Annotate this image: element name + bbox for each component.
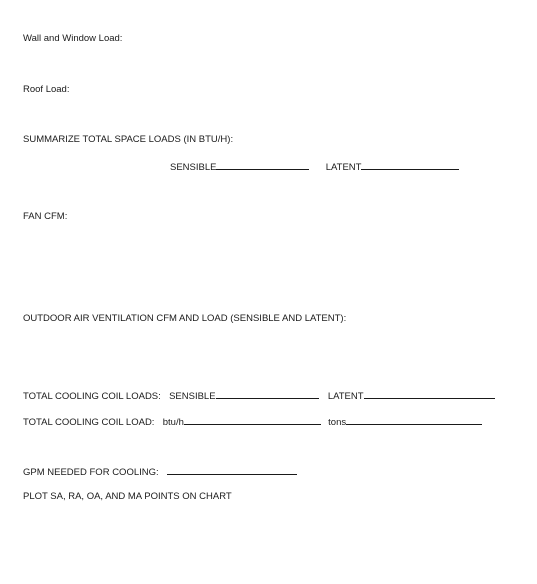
outdoor-air-ventilation-label: OUTDOOR AIR VENTILATION CFM AND LOAD (SENSIBLE AND LATENT): xyxy=(23,313,347,324)
btuh-label: btu/h xyxy=(162,417,184,428)
space-sensible-blank[interactable] xyxy=(216,160,309,170)
fan-cfm-label: FAN CFM: xyxy=(23,211,68,222)
space-sensible-label: SENSIBLE xyxy=(170,162,217,173)
wall-window-load-label: Wall and Window Load: xyxy=(23,33,123,44)
coil-sensible-blank[interactable] xyxy=(216,389,319,399)
space-latent-blank[interactable] xyxy=(361,160,459,170)
roof-load-label: Roof Load: xyxy=(23,84,70,95)
coil-latent-label: LATENT xyxy=(327,391,364,402)
coil-load-label: TOTAL COOLING COIL LOAD: xyxy=(23,417,155,428)
tons-blank[interactable] xyxy=(346,415,482,425)
coil-latent-blank[interactable] xyxy=(364,389,495,399)
gpm-row xyxy=(23,465,297,479)
plot-instruction: PLOT SA, RA, OA, AND MA POINTS ON CHART xyxy=(23,491,232,502)
btuh-blank[interactable] xyxy=(184,415,321,425)
gpm-blank[interactable] xyxy=(167,465,297,475)
tons-label: tons xyxy=(328,417,347,428)
summarize-loads-heading: SUMMARIZE TOTAL SPACE LOADS (IN BTU/H): xyxy=(23,134,234,145)
coil-load-row xyxy=(23,415,482,429)
space-loads-row xyxy=(170,160,459,174)
coil-loads-row xyxy=(23,389,495,403)
coil-loads-label: TOTAL COOLING COIL LOADS: xyxy=(23,391,161,402)
coil-sensible-label: SENSIBLE xyxy=(169,391,216,402)
gpm-label: GPM NEEDED FOR COOLING: xyxy=(23,467,159,478)
space-latent-label: LATENT xyxy=(325,162,362,173)
